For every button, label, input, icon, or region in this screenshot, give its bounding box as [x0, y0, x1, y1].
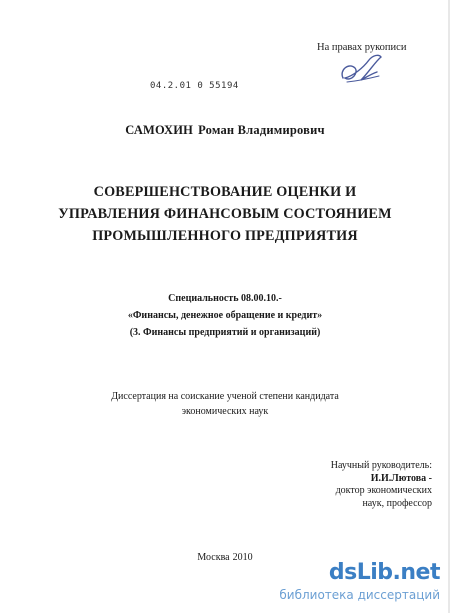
- specialty-code: Специальность 08.00.10.-: [168, 293, 282, 304]
- dissertation-title: [0, 181, 450, 247]
- author-name: [0, 123, 450, 138]
- supervisor-name: И.И.Лютова -: [370, 472, 432, 484]
- specialty-block: [0, 290, 450, 341]
- supervisor-heading: Научный руководитель:: [330, 460, 432, 471]
- title-line: СОВЕРШЕНСТВОВАНИЕ ОЦЕНКИ И: [93, 184, 357, 200]
- title-line: ПРОМЫШЛЕННОГО ПРЕДПРИЯТИЯ: [92, 228, 358, 244]
- watermark-caption: библиотека диссертаций: [279, 588, 440, 602]
- degree-statement: [0, 389, 450, 419]
- year: 2010: [232, 552, 253, 563]
- specialty-section: (3. Финансы предприятий и организаций): [129, 327, 321, 338]
- manuscript-note: На правах рукописи: [317, 42, 407, 53]
- signature-icon: [335, 48, 385, 90]
- supervisor-block: [300, 460, 432, 510]
- specialty-name: «Финансы, денежное обращение и кредит»: [127, 310, 323, 321]
- registration-stamp: 04.2.01 0 55194: [150, 81, 239, 91]
- degree-line: экономических наук: [181, 406, 269, 417]
- author-first-names: Роман Владимирович: [198, 123, 325, 137]
- city: Москва: [197, 552, 230, 563]
- library-watermark: [279, 560, 446, 606]
- degree-line: Диссертация на соискание ученой степени кандидата: [111, 391, 339, 402]
- title-line: УПРАВЛЕНИЯ ФИНАНСОВЫМ СОСТОЯНИЕМ: [58, 206, 392, 222]
- author-surname: САМОХИН: [125, 123, 194, 137]
- supervisor-degree: доктор экономических: [335, 485, 432, 496]
- watermark-logo: dsLib.net: [328, 560, 440, 585]
- supervisor-title: наук, профессор: [362, 497, 432, 509]
